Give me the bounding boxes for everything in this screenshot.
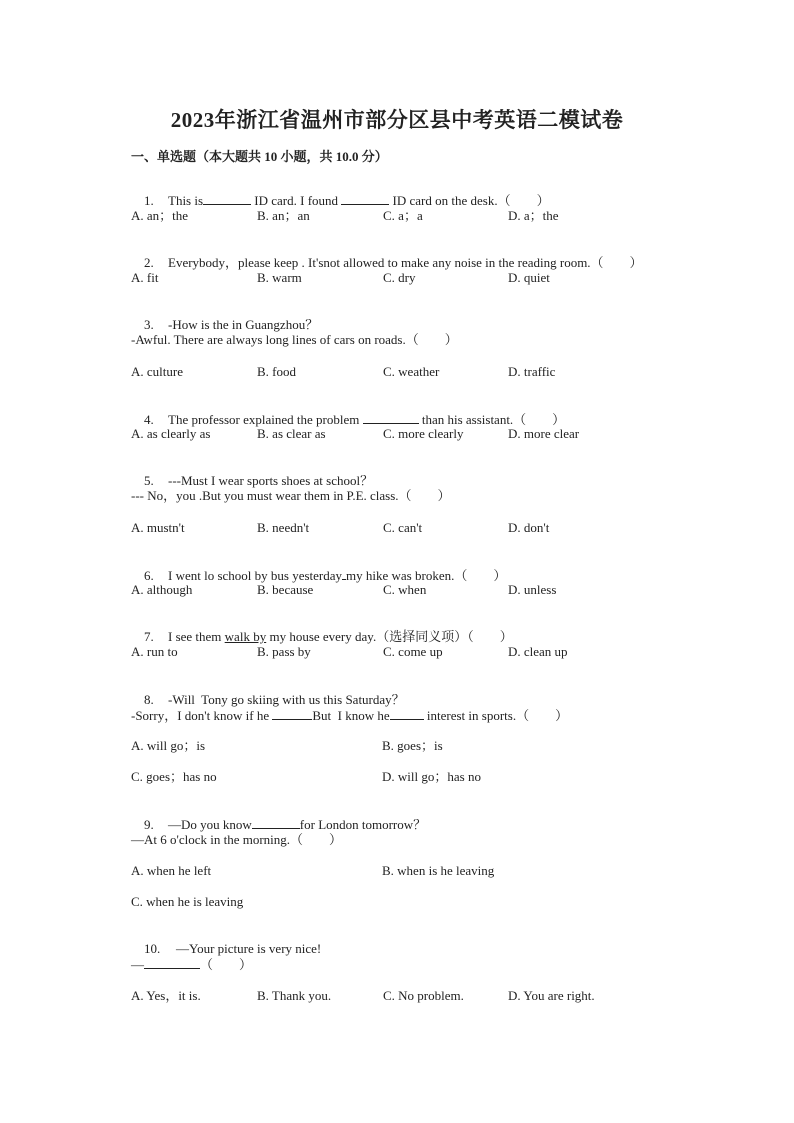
question-9-reply: —At 6 o'clock in the morning.（ ） [131, 832, 343, 847]
option-a[interactable]: A. when he left [131, 863, 212, 878]
question-text: my house every day.（选择同义项）（ ） [266, 629, 513, 644]
question-text: interest in sports.（ ） [423, 708, 569, 723]
question-text: —Do you know [168, 817, 252, 832]
option-a[interactable]: A. as clearly as [131, 426, 211, 441]
option-a[interactable]: A. will go；is [131, 738, 206, 753]
question-text: — [131, 957, 144, 972]
question-number: 3. [144, 317, 154, 332]
question-number: 2. [144, 255, 154, 270]
option-b[interactable]: B. as clear as [257, 426, 326, 441]
options-q1 [131, 208, 651, 224]
option-c[interactable]: C. goes；has no [131, 769, 217, 784]
answer-blank [363, 411, 419, 424]
question-text: -Will Tony go skiing with us this Saturday？ [168, 692, 405, 707]
option-c[interactable]: C. when [383, 582, 427, 597]
option-b[interactable]: B. when is he leaving [382, 863, 495, 878]
option-a[interactable]: A. although [131, 582, 193, 597]
options-q5 [131, 520, 651, 536]
question-3-reply: -Awful. There are always long lines of cars on roads.（ ） [131, 332, 458, 347]
question-number: 5. [144, 473, 154, 488]
question-number: 6. [144, 568, 154, 583]
question-text: for London tomorrow？ [299, 817, 427, 832]
answer-blank [144, 956, 200, 969]
answer-blank [252, 816, 300, 829]
question-text: I went lo school by bus yesterday [168, 568, 343, 583]
question-number: 10. [144, 941, 161, 956]
option-b[interactable]: B. Thank you. [257, 988, 332, 1003]
option-c[interactable]: C. can't [383, 520, 423, 535]
option-a[interactable]: A. mustn't [131, 520, 185, 535]
question-text: than his assistant.（ ） [418, 412, 566, 427]
question-number: 9. [144, 817, 154, 832]
option-d[interactable]: D. will go；has no [382, 769, 481, 784]
question-text: -Sorry，I don't know if he [131, 708, 273, 723]
question-text: my hike was broken.（ ） [346, 568, 507, 583]
option-c[interactable]: C. No problem. [383, 988, 464, 1003]
question-8-reply [131, 707, 568, 724]
question-number: 8. [144, 692, 154, 707]
question-text: —Your picture is very nice! [176, 941, 322, 956]
options-q7 [131, 644, 651, 660]
option-c[interactable]: C. more clearly [383, 426, 464, 441]
answer-blank [203, 192, 251, 205]
options-q2 [131, 270, 651, 286]
question-text: （ ） [200, 957, 253, 972]
question-number: 7. [144, 629, 154, 644]
option-a[interactable]: A. fit [131, 270, 159, 285]
option-d[interactable]: D. quiet [508, 270, 550, 285]
answer-blank [341, 192, 389, 205]
option-b[interactable]: B. because [257, 582, 314, 597]
question-text: I see them [168, 629, 225, 644]
option-d[interactable]: D. don't [508, 520, 550, 535]
option-b[interactable]: B. food [257, 364, 296, 379]
option-a[interactable]: A. run to [131, 644, 178, 659]
option-d[interactable]: D. unless [508, 582, 557, 597]
option-a[interactable]: A. Yes，it is. [131, 988, 201, 1003]
question-5-reply: --- No，you .But you must wear them in P.E. class.（ ） [131, 488, 451, 503]
option-c[interactable]: C. weather [383, 364, 440, 379]
option-d[interactable]: D. You are right. [508, 988, 595, 1003]
question-number: 4. [144, 412, 154, 427]
options-q4 [131, 426, 651, 442]
question-text: But I know he [312, 708, 390, 723]
options-q8-row2 [131, 769, 651, 785]
option-a[interactable]: A. an；the [131, 208, 189, 223]
answer-blank [272, 707, 312, 720]
section-heading: 一、单选题（本大题共 10 小题，共 10.0 分） [131, 149, 388, 164]
question-text: ---Must I wear sports shoes at school？ [168, 473, 374, 488]
options-q8-row1 [131, 738, 651, 754]
option-d[interactable]: D. a；the [508, 208, 559, 223]
option-b[interactable]: B. an；an [257, 208, 310, 223]
option-d[interactable]: D. traffic [508, 364, 556, 379]
option-b[interactable]: B. goes；is [382, 738, 443, 753]
option-a[interactable]: A. culture [131, 364, 183, 379]
page-title: 2023年浙江省温州市部分区县中考英语二模试卷 [170, 108, 624, 132]
question-10-reply [131, 956, 252, 973]
answer-blank [390, 707, 424, 720]
options-q3 [131, 364, 651, 380]
option-c[interactable]: C. come up [383, 644, 443, 659]
options-q10 [131, 988, 651, 1004]
question-text: ID card on the desk.（ ） [389, 193, 550, 208]
question-text: This is [168, 193, 204, 208]
option-d[interactable]: D. more clear [508, 426, 580, 441]
option-c[interactable]: C. a；a [383, 208, 423, 223]
options-q6 [131, 582, 651, 598]
option-b[interactable]: B. needn't [257, 520, 310, 535]
question-text: -How is the in Guangzhou？ [168, 317, 319, 332]
options-q9-row1 [131, 863, 651, 879]
option-c[interactable]: C. when he is leaving [131, 894, 244, 909]
option-b[interactable]: B. warm [257, 270, 302, 285]
question-number: 1. [144, 193, 154, 208]
option-d[interactable]: D. clean up [508, 644, 568, 659]
underlined-phrase: walk by [224, 629, 267, 644]
question-text: The professor explained the problem [168, 412, 363, 427]
option-c[interactable]: C. dry [383, 270, 416, 285]
question-text: ID card. I found [251, 193, 342, 208]
options-q9-row2 [131, 894, 651, 910]
question-text: Everybody，please keep . It'snot allowed to make any noise in the reading room.（ ） [168, 255, 643, 270]
option-b[interactable]: B. pass by [257, 644, 311, 659]
